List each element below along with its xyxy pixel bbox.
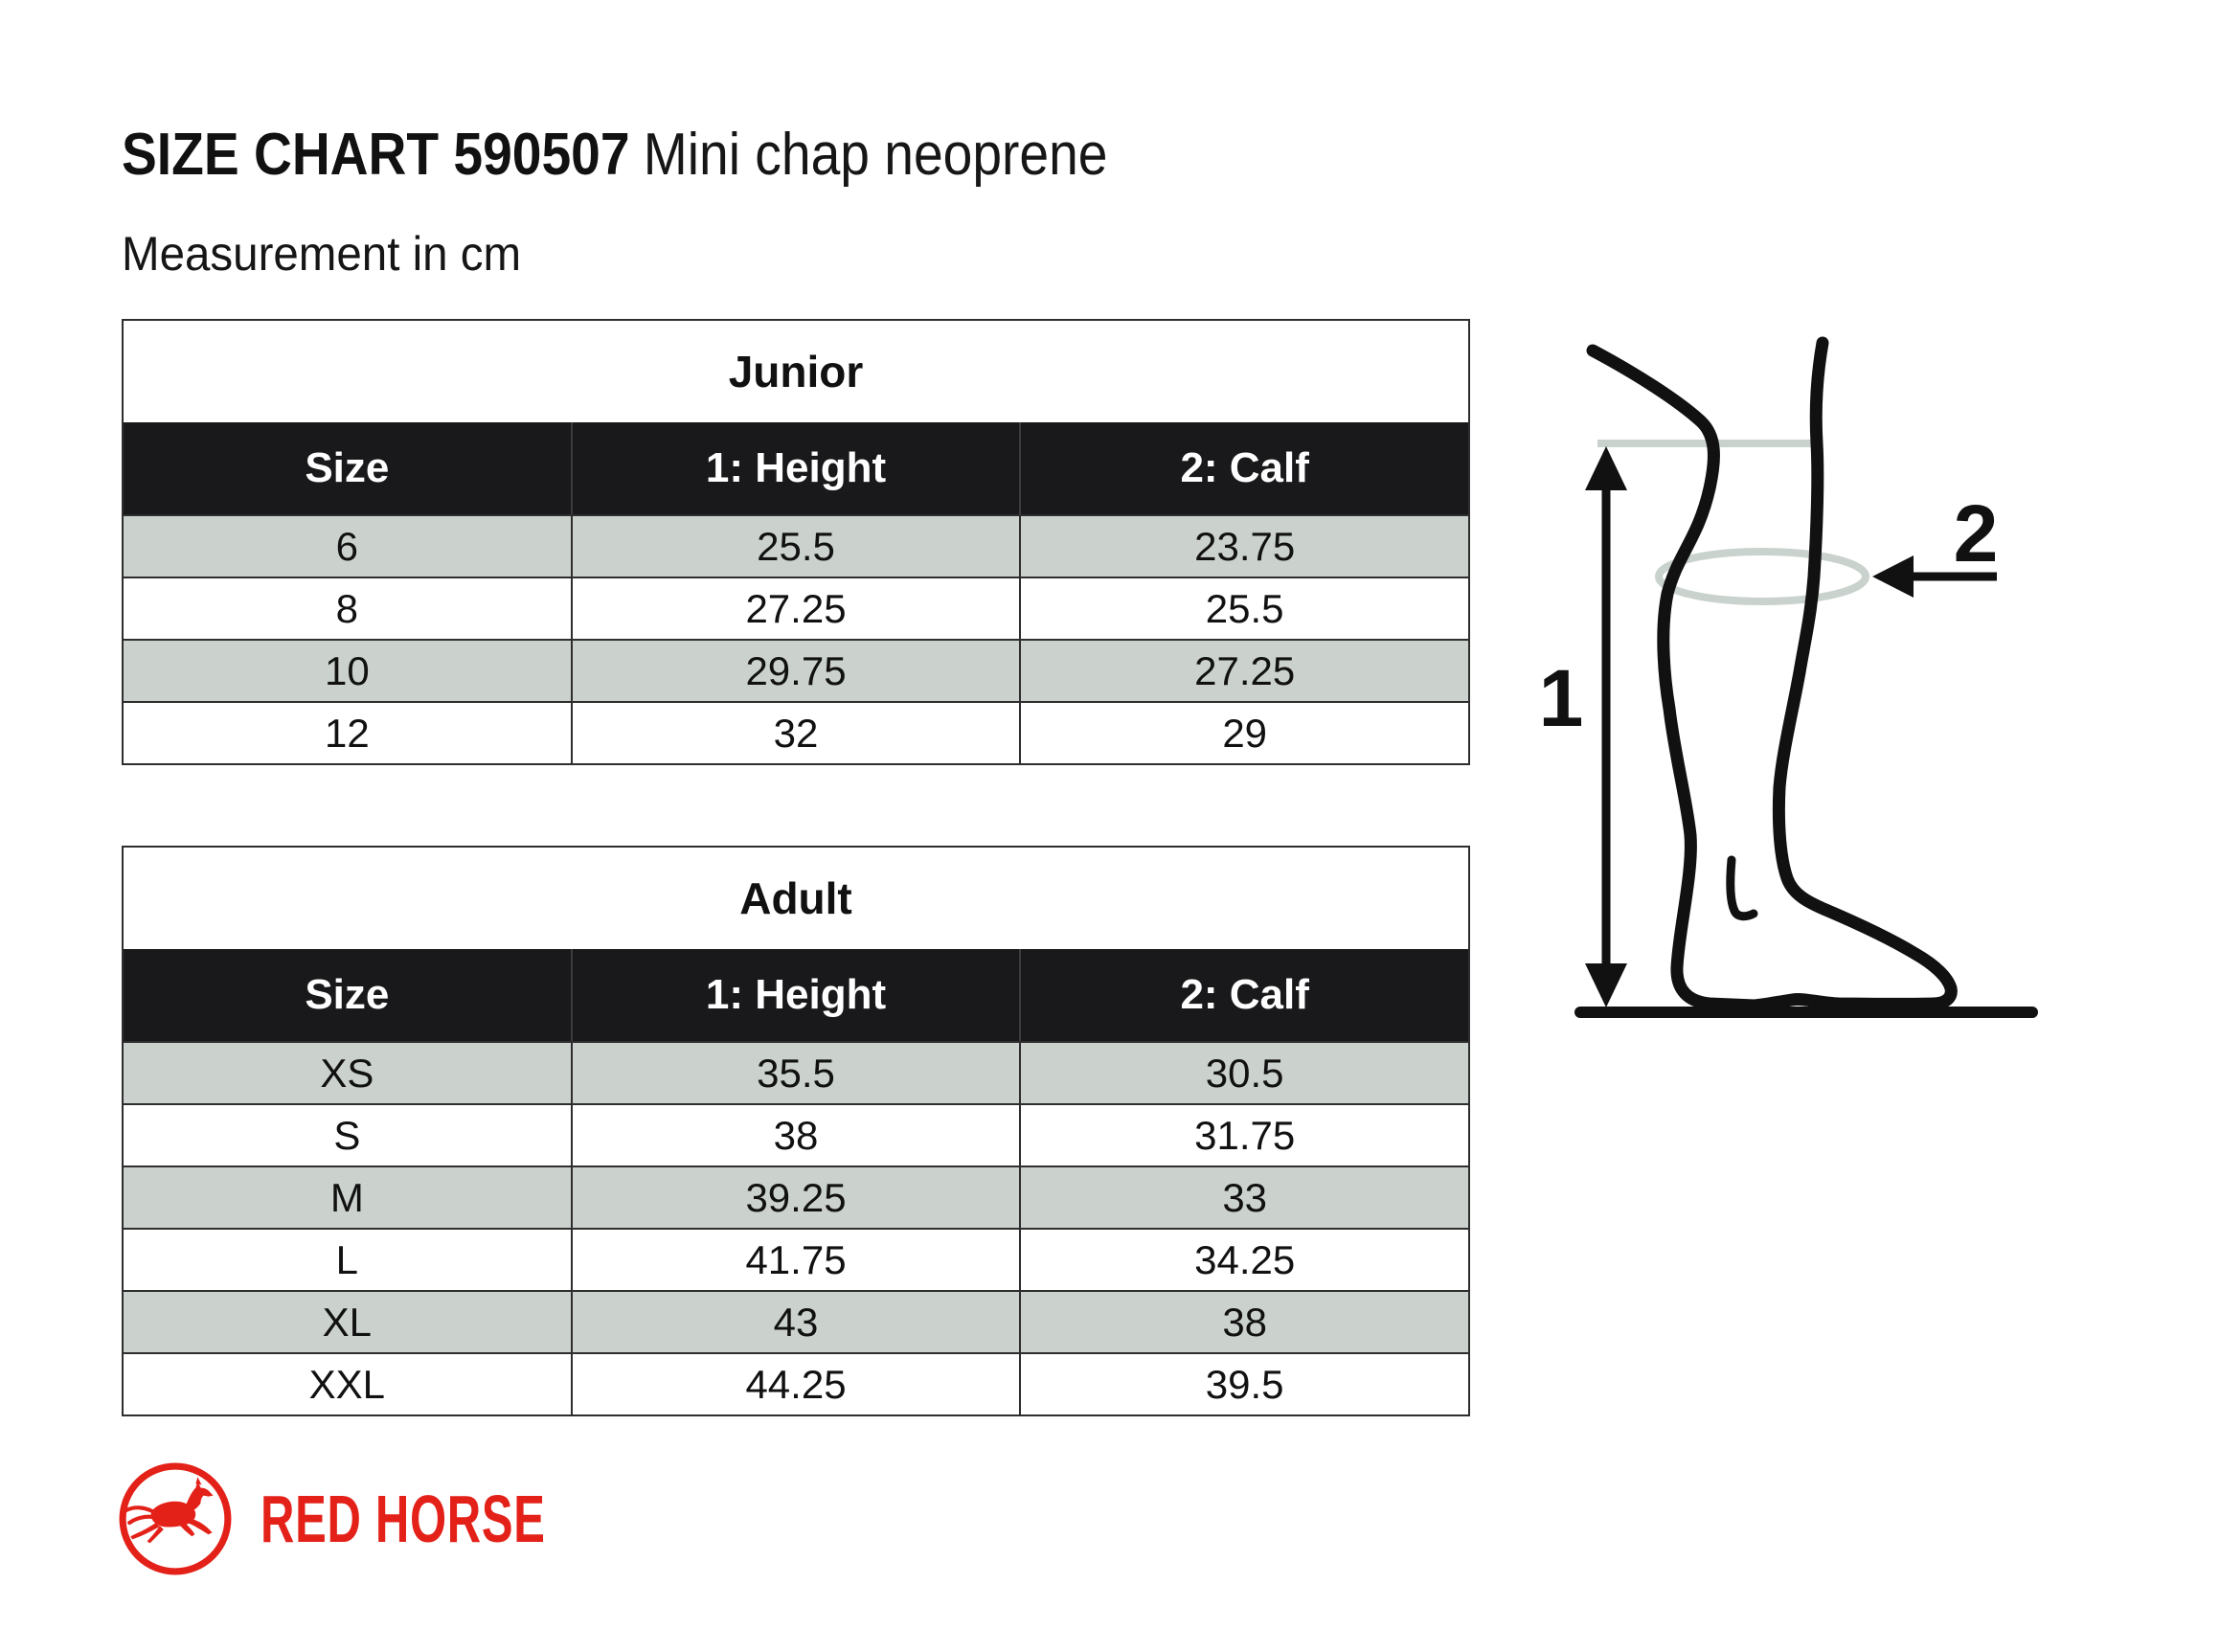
height-arrow-head-down (1585, 963, 1627, 1007)
calf-measure-ellipse (1659, 552, 1866, 601)
table-row (124, 577, 1468, 639)
size-cell: M (329, 1174, 364, 1220)
calf-cell: 38 (1019, 1292, 1468, 1352)
column-header-height: 1: Height (571, 949, 1020, 1041)
size-cell: 12 (324, 710, 370, 756)
size-cell: 8 (335, 585, 359, 631)
table-row (124, 1352, 1468, 1414)
height-cell: 32 (571, 703, 1020, 763)
table-row (124, 1228, 1468, 1290)
calf-cell: 31.75 (1019, 1105, 1468, 1165)
size-cell: L (335, 1236, 359, 1282)
calf-cell: 27.25 (1019, 641, 1468, 701)
calf-cell: 33 (1019, 1167, 1468, 1228)
height-cell: 41.75 (571, 1230, 1020, 1290)
table-row (124, 639, 1468, 701)
size-cell: XL (322, 1299, 373, 1345)
calf-measure-label: 2 (1953, 488, 1999, 578)
size-cell: XXL (308, 1361, 386, 1407)
column-header-calf: 2: Calf (1019, 422, 1468, 514)
brand-name: RED HORSE (261, 1482, 546, 1556)
height-cell: 27.25 (571, 578, 1020, 639)
size-cell: XS (320, 1050, 374, 1096)
column-header-calf: 2: Calf (1019, 949, 1468, 1041)
table-row (124, 1103, 1468, 1165)
table-title-junior: Junior (124, 321, 1468, 422)
size-cell: 10 (324, 647, 370, 693)
calf-cell: 39.5 (1019, 1354, 1468, 1414)
height-cell: 25.5 (571, 516, 1020, 577)
height-arrow-head-up (1585, 446, 1627, 490)
column-header-size: Size (305, 444, 390, 491)
table-row (124, 701, 1468, 763)
height-cell: 38 (571, 1105, 1020, 1165)
table-row (124, 514, 1468, 577)
table-row (124, 1290, 1468, 1352)
table-row (124, 1165, 1468, 1228)
table-header-row (124, 422, 1468, 514)
column-header-size: Size (305, 971, 390, 1018)
size-cell: S (333, 1112, 361, 1158)
page-title-product-name: Mini chap neoprene (643, 122, 1108, 188)
height-cell: 43 (571, 1292, 1020, 1352)
table-row (124, 1041, 1468, 1103)
height-cell: 29.75 (571, 641, 1020, 701)
height-cell: 35.5 (571, 1043, 1020, 1103)
junior-size-table (122, 319, 1470, 765)
calf-arrow-head (1872, 555, 1914, 598)
column-header-height: 1: Height (571, 422, 1020, 514)
page-title-product-code: SIZE CHART 590507 (122, 122, 630, 188)
height-cell: 44.25 (571, 1354, 1020, 1414)
page-title (122, 121, 1107, 189)
size-cell: 6 (335, 523, 359, 569)
calf-cell: 29 (1019, 703, 1468, 763)
red-horse-in-circle-icon (117, 1460, 234, 1577)
ankle-mark (1731, 860, 1754, 917)
table-title-adult: Adult (124, 848, 1468, 949)
brand-logo (117, 1460, 668, 1578)
calf-cell: 34.25 (1019, 1230, 1468, 1290)
measurement-unit-note: Measurement in cm (122, 227, 522, 281)
calf-cell: 23.75 (1019, 516, 1468, 577)
leg-measurement-diagram (1513, 306, 2220, 1073)
height-cell: 39.25 (571, 1167, 1020, 1228)
calf-cell: 30.5 (1019, 1043, 1468, 1103)
calf-cell: 25.5 (1019, 578, 1468, 639)
adult-size-table (122, 846, 1470, 1416)
table-header-row (124, 949, 1468, 1041)
height-measure-label: 1 (1538, 653, 1584, 743)
